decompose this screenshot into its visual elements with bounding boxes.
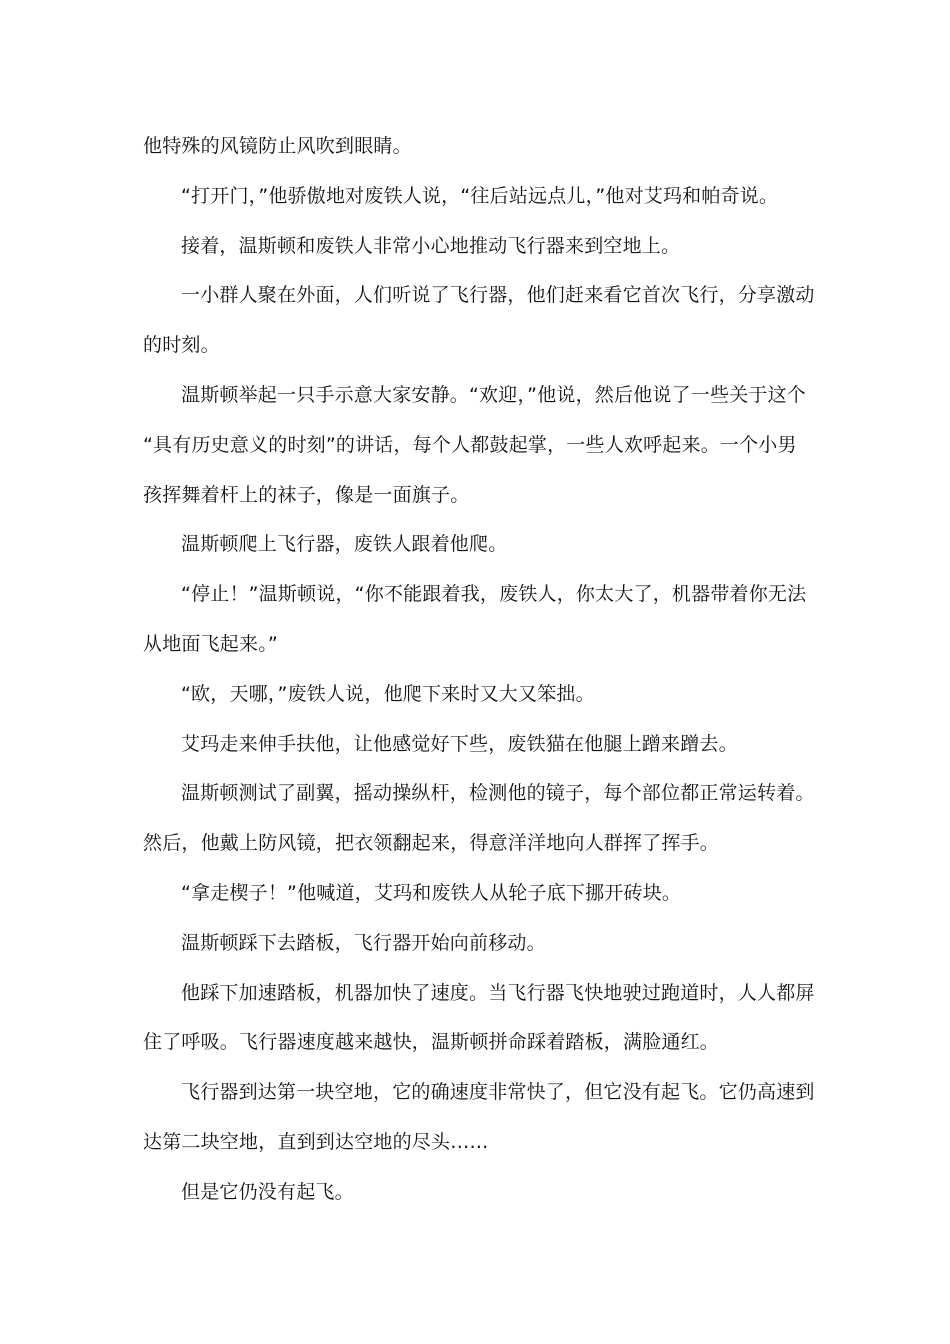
paragraph bbox=[143, 271, 815, 371]
text-line: 温斯顿踩下去踏板，飞行器开始向前移动。 bbox=[181, 931, 546, 954]
text-line: 艾玛走来伸手扶他，让他感觉好下些，废铁猫在他腿上蹭来蹭去。 bbox=[181, 732, 738, 755]
paragraph bbox=[143, 1068, 815, 1168]
paragraph bbox=[143, 769, 815, 869]
text-line: 温斯顿举起一只手示意大家安静。“欢迎，”他说，然后他说了一些关于这个 bbox=[181, 383, 806, 406]
text-line: 孩挥舞着杆上的袜子，像是一面旗子。 bbox=[143, 483, 470, 506]
text-line: 接着，温斯顿和废铁人非常小心地推动飞行器来到空地上。 bbox=[181, 234, 681, 257]
paragraph bbox=[143, 222, 808, 272]
text-line: 住了呼吸。飞行器速度越来越快，温斯顿拼命踩着踏板，满脸通红。 bbox=[143, 1031, 720, 1054]
paragraph bbox=[143, 969, 815, 1069]
paragraph bbox=[143, 122, 808, 172]
paragraph bbox=[143, 570, 808, 670]
text-line: 温斯顿爬上飞行器，废铁人跟着他爬。 bbox=[181, 533, 508, 556]
text-line: 飞行器到达第一块空地，它的确速度非常快了，但它没有起飞。它仍高速到 bbox=[181, 1081, 815, 1104]
text-line: 从地面飞起来。” bbox=[143, 632, 278, 655]
paragraph bbox=[143, 371, 808, 520]
paragraph bbox=[143, 869, 808, 919]
text-line: “具有历史意义的时刻”的讲话，每个人都鼓起掌，一些人欢呼起来。一个小男 bbox=[143, 433, 797, 456]
document-body bbox=[143, 122, 815, 1218]
text-line: “欧，天哪，”废铁人说，他爬下来时又大又笨拙。 bbox=[181, 682, 595, 705]
text-line: 温斯顿测试了副翼，摇动操纵杆，检测他的镜子，每个部位都正常运转着。 bbox=[181, 782, 815, 805]
text-line: 但是它仍没有起飞。 bbox=[181, 1180, 354, 1203]
text-line: 一小群人聚在外面，人们听说了飞行器，他们赶来看它首次飞行，分享激动 bbox=[181, 284, 815, 307]
text-line: “拿走楔子！”他喊道，艾玛和废铁人从轮子底下挪开砖块。 bbox=[181, 881, 682, 904]
text-line: 的时刻。 bbox=[143, 334, 220, 357]
text-line: “打开门，”他骄傲地对废铁人说，“往后站远点儿，”他对艾玛和帕奇说。 bbox=[181, 184, 779, 207]
text-line: “停止！”温斯顿说，“你不能跟着我，废铁人，你太大了，机器带着你无法 bbox=[181, 583, 807, 606]
paragraph bbox=[143, 520, 808, 570]
paragraph bbox=[143, 172, 808, 222]
paragraph bbox=[143, 670, 808, 720]
paragraph bbox=[143, 720, 808, 770]
paragraph bbox=[143, 1168, 808, 1218]
text-line: 然后，他戴上防风镜，把衣领翻起来，得意洋洋地向人群挥了挥手。 bbox=[143, 832, 720, 855]
paragraph bbox=[143, 919, 808, 969]
text-line: 达第二块空地，直到到达空地的尽头…… bbox=[143, 1130, 489, 1153]
text-line: 他踩下加速踏板，机器加快了速度。当飞行器飞快地驶过跑道时，人人都屏 bbox=[181, 981, 815, 1004]
text-line: 他特殊的风镜防止风吹到眼睛。 bbox=[143, 135, 412, 157]
